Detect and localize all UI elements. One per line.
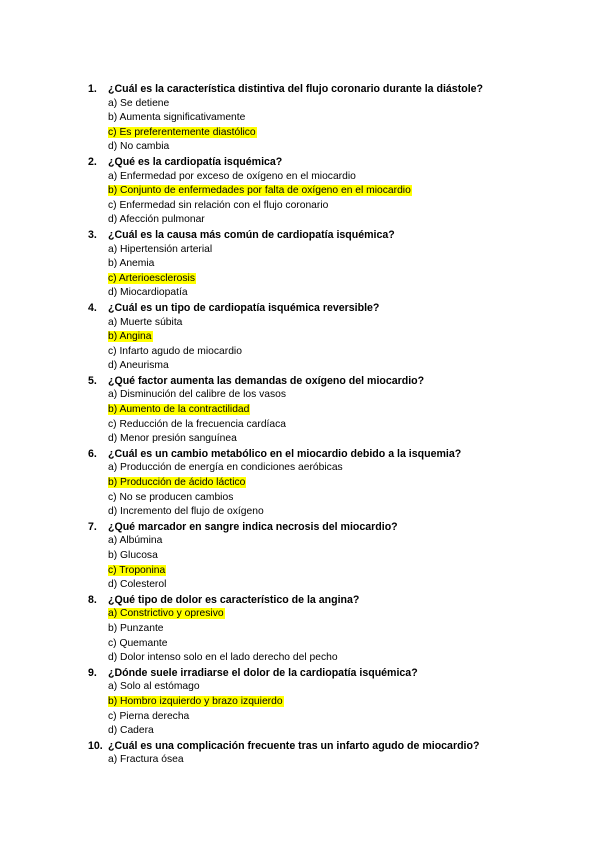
- answer-option-text: a) Fractura ósea: [108, 754, 184, 766]
- question-item: [88, 301, 558, 374]
- answer-option-text: a) Hipertensión arterial: [108, 243, 213, 255]
- answer-option: [108, 578, 558, 593]
- question-number: 6.: [88, 447, 97, 460]
- answer-option-text: a) Disminución del calibre de los vasos: [108, 389, 286, 401]
- answer-option: [108, 637, 558, 652]
- answer-option: [108, 286, 558, 301]
- question-item: [88, 593, 558, 666]
- quiz-list: [88, 82, 558, 768]
- answer-option: [108, 199, 558, 214]
- answer-option-text: a) Constrictivo y opresivo: [108, 608, 224, 620]
- answer-option-text: c) No se producen cambios: [108, 491, 234, 503]
- question-text: ¿Cuál es un cambio metabólico en el miocardio debido a la isquemia?: [108, 447, 462, 460]
- answer-option: [108, 316, 558, 331]
- answer-option-text: b) Aumenta significativamente: [108, 112, 246, 124]
- question-line: [88, 739, 558, 754]
- answer-option-text: c) Pierna derecha: [108, 710, 190, 722]
- question-item: [88, 82, 558, 155]
- question-number: 9.: [88, 666, 97, 679]
- answer-option: [108, 461, 558, 476]
- answer-option-text: b) Hombro izquierdo y brazo izquierdo: [108, 695, 283, 707]
- question-item: [88, 374, 558, 447]
- answer-option: [108, 97, 558, 112]
- question-item: [88, 447, 558, 520]
- question-number: 4.: [88, 301, 97, 314]
- answer-option: [108, 651, 558, 666]
- question-number: 5.: [88, 374, 97, 387]
- question-text: ¿Qué es la cardiopatía isquémica?: [108, 155, 283, 168]
- answer-option: [108, 359, 558, 374]
- answer-option: [108, 753, 558, 768]
- answer-option-text: a) Solo al estómago: [108, 681, 200, 693]
- answer-option-highlighted: [108, 607, 558, 622]
- question-line: [88, 82, 558, 97]
- question-item: [88, 520, 558, 593]
- answer-option: [108, 549, 558, 564]
- answer-option: [108, 213, 558, 228]
- answer-option-text: d) Dolor intenso solo en el lado derecho del pecho: [108, 652, 338, 664]
- answer-option-text: c) Reducción de la frecuencia cardíaca: [108, 418, 287, 430]
- answer-option-text: c) Enfermedad sin relación con el flujo coronario: [108, 199, 329, 211]
- question-item: [88, 155, 558, 228]
- question-text: ¿Qué factor aumenta las demandas de oxígeno del miocardio?: [108, 374, 425, 387]
- question-number: 10.: [88, 739, 103, 752]
- question-text: ¿Dónde suele irradiarse el dolor de la cardiopatía isquémica?: [108, 666, 418, 679]
- question-item: [88, 739, 558, 768]
- question-line: [88, 301, 558, 316]
- question-line: [88, 374, 558, 389]
- question-line: [88, 593, 558, 608]
- answer-option-text: d) Afección pulmonar: [108, 214, 205, 226]
- question-number: 7.: [88, 520, 97, 533]
- question-text: ¿Qué tipo de dolor es característico de la angina?: [108, 593, 360, 606]
- answer-option-text: d) No cambia: [108, 141, 170, 153]
- question-line: [88, 666, 558, 681]
- answer-option-text: b) Glucosa: [108, 550, 158, 561]
- answer-option-text: c) Arterioesclerosis: [108, 272, 195, 284]
- question-text: ¿Cuál es la causa más común de cardiopatía isquémica?: [108, 228, 395, 241]
- answer-option-text: d) Cadera: [108, 725, 154, 737]
- answer-option-highlighted: [108, 476, 558, 491]
- answer-option-highlighted: [108, 184, 558, 199]
- answer-option-text: b) Producción de ácido láctico: [108, 477, 246, 489]
- answer-option-text: d) Colesterol: [108, 579, 167, 591]
- answer-option: [108, 243, 558, 258]
- answer-option-highlighted: [108, 695, 558, 710]
- answer-option: [108, 505, 558, 520]
- answer-option-text: b) Aumento de la contractilidad: [108, 404, 250, 416]
- answer-option-text: c) Infarto agudo de miocardio: [108, 345, 242, 357]
- answer-option-text: b) Punzante: [108, 622, 164, 634]
- answer-option-text: d) Miocardiopatía: [108, 287, 188, 299]
- answer-option: [108, 534, 558, 549]
- answer-option-text: b) Anemia: [108, 258, 155, 270]
- answer-option: [108, 111, 558, 126]
- question-number: 8.: [88, 593, 97, 606]
- question-line: [88, 520, 558, 535]
- answer-option-highlighted: [108, 403, 558, 418]
- answer-option-text: d) Menor presión sanguínea: [108, 433, 237, 445]
- question-text: ¿Cuál es una complicación frecuente tras un infarto agudo de miocardio?: [108, 739, 480, 752]
- answer-option-text: b) Conjunto de enfermedades por falta de oxígeno en el miocardio: [108, 185, 411, 197]
- answer-option: [108, 710, 558, 725]
- answer-option: [108, 622, 558, 637]
- question-item: [88, 228, 558, 301]
- answer-option-text: b) Angina: [108, 331, 152, 343]
- answer-option: [108, 432, 558, 447]
- question-text: ¿Qué marcador en sangre indica necrosis del miocardio?: [108, 520, 398, 533]
- answer-option: [108, 418, 558, 433]
- question-item: [88, 666, 558, 739]
- question-number: 1.: [88, 83, 97, 95]
- answer-option-text: a) Se detiene: [108, 97, 170, 109]
- question-line: [88, 155, 558, 170]
- answer-option-highlighted: [108, 564, 558, 579]
- question-text: ¿Cuál es un tipo de cardiopatía isquémica reversible?: [108, 301, 380, 314]
- answer-option: [108, 388, 558, 403]
- answer-option-text: c) Troponina: [108, 564, 166, 576]
- answer-option-highlighted: [108, 126, 558, 141]
- answer-option: [108, 345, 558, 360]
- answer-option-text: c) Es preferentemente diastólico: [108, 126, 256, 138]
- answer-option-text: a) Producción de energía en condiciones aeróbicas: [108, 462, 343, 474]
- answer-option-text: d) Aneurisma: [108, 360, 169, 372]
- answer-option: [108, 257, 558, 272]
- answer-option-text: a) Albúmina: [108, 535, 163, 547]
- answer-option-text: a) Enfermedad por exceso de oxígeno en el miocardio: [108, 170, 356, 182]
- question-number: 2.: [88, 155, 97, 168]
- question-line: [88, 228, 558, 243]
- answer-option: [108, 724, 558, 739]
- answer-option-text: a) Muerte súbita: [108, 316, 183, 328]
- question-line: [88, 447, 558, 462]
- answer-option-text: c) Quemante: [108, 637, 168, 649]
- answer-option-highlighted: [108, 330, 558, 345]
- answer-option: [108, 170, 558, 185]
- answer-option: [108, 680, 558, 695]
- question-number: 3.: [88, 228, 97, 241]
- answer-option: [108, 140, 558, 155]
- answer-option: [108, 491, 558, 506]
- question-text: ¿Cuál es la característica distintiva del flujo coronario durante la diástole?: [108, 83, 484, 95]
- answer-option-highlighted: [108, 272, 558, 287]
- answer-option-text: d) Incremento del flujo de oxígeno: [108, 506, 264, 518]
